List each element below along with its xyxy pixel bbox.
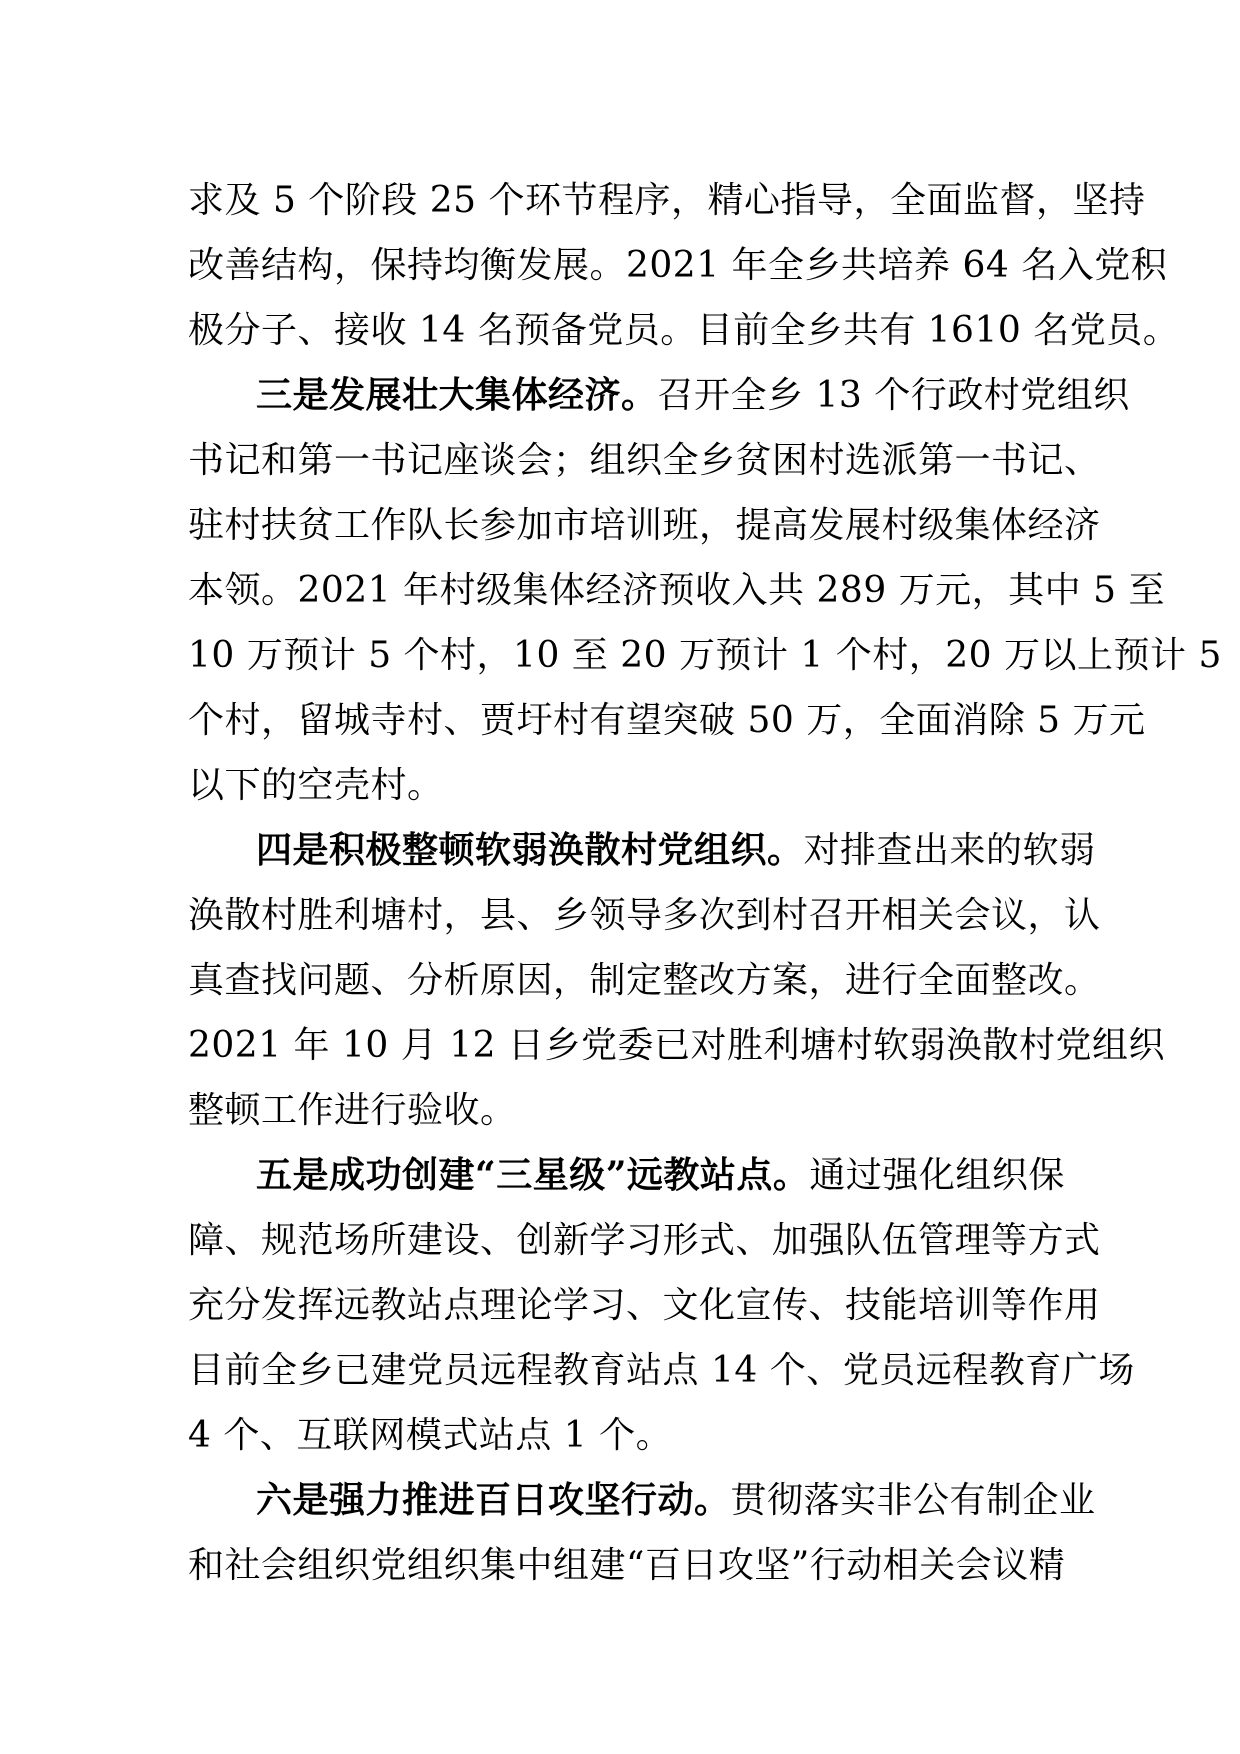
- text-line: 和社会组织党组织集中组建“百日攻坚”行动相关会议精: [188, 1545, 1066, 1586]
- text-line: 10 万预计 5 个村，10 至 20 万预计 1 个村，20 万以上预计 5: [188, 635, 1222, 676]
- text-line: [188, 818, 1096, 883]
- text-line: 改善结构，保持均衡发展。2021 年全乡共培养 64 名入党积: [188, 245, 1168, 286]
- text-line: 求及 5 个阶段 25 个环节程序，精心指导，全面监督，坚持: [188, 180, 1146, 221]
- text-line: [188, 1468, 1096, 1533]
- text-span: 贯彻落实非公有制企业: [730, 1480, 1096, 1521]
- text-span: 通过强化组织保: [809, 1155, 1065, 1196]
- text-line: [188, 1143, 1065, 1208]
- text-line: [188, 363, 1130, 428]
- text-span: 召开全乡 13 个行政村党组织: [657, 375, 1130, 416]
- paragraph-heading: 三是发展壮大集体经济。: [256, 374, 658, 416]
- text-line: 以下的空壳村。: [188, 765, 444, 806]
- paragraph-1: [188, 168, 1180, 363]
- text-line: 本领。2021 年村级集体经济预收入共 289 万元，其中 5 至: [188, 570, 1165, 611]
- text-line: 书记和第一书记座谈会；组织全乡贫困村选派第一书记、: [188, 440, 1101, 481]
- text-line: 目前全乡已建党员远程教育站点 14 个、党员远程教育广场: [188, 1350, 1135, 1391]
- text-span: 对排查出来的软弱: [803, 830, 1096, 871]
- text-line: 4 个、互联网模式站点 1 个。: [188, 1415, 673, 1456]
- paragraph-4: [188, 1143, 1135, 1468]
- paragraph-3: [188, 818, 1165, 1143]
- text-line: 充分发挥远教站点理论学习、文化宣传、技能培训等作用: [188, 1285, 1101, 1326]
- document-page: [188, 168, 1222, 1598]
- text-line: 障、规范场所建设、创新学习形式、加强队伍管理等方式: [188, 1220, 1101, 1261]
- paragraph-2: [188, 363, 1222, 818]
- paragraph-heading: 五是成功创建“三星级”远教站点。: [256, 1154, 810, 1196]
- text-line: 真查找问题、分析原因，制定整改方案，进行全面整改。: [188, 960, 1101, 1001]
- text-line: 个村，留城寺村、贾圩村有望突破 50 万，全面消除 5 万元: [188, 700, 1146, 741]
- text-line: 极分子、接收 14 名预备党员。目前全乡共有 1610 名党员。: [188, 310, 1180, 351]
- text-line: 驻村扶贫工作队长参加市培训班，提高发展村级集体经济: [188, 505, 1101, 546]
- text-line: 2021 年 10 月 12 日乡党委已对胜利塘村软弱涣散村党组织: [188, 1025, 1165, 1066]
- paragraph-heading: 四是积极整顿软弱涣散村党组织。: [256, 829, 804, 871]
- paragraph-5: [188, 1468, 1096, 1598]
- paragraph-heading: 六是强力推进百日攻坚行动。: [256, 1479, 731, 1521]
- text-line: 涣散村胜利塘村，县、乡领导多次到村召开相关会议，认: [188, 895, 1101, 936]
- text-line: 整顿工作进行验收。: [188, 1090, 517, 1131]
